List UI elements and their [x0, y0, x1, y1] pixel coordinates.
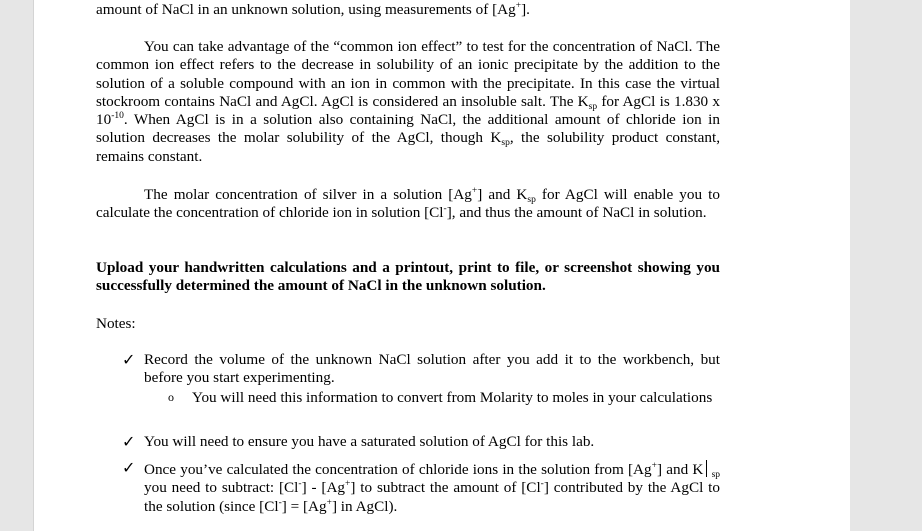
- upload-instructions: Upload your handwritten calculations and a printout, print to file, or screenshot showing you successfully determined the amount of NaCl in the unknown solution.: [96, 259, 720, 295]
- notes-heading: Notes:: [96, 315, 136, 332]
- checkmark-icon: ✓: [122, 352, 136, 369]
- paragraph-molar-concentration: The molar concentration of silver in a solution [Ag+] and $K_{sp}$ for AgCl will enable you to calculate the concentration of chloride ion in solution [Cl-], and thus the amount of NaCl in solution.: [96, 186, 720, 222]
- text-cursor: [706, 460, 707, 477]
- note-saturated-solution: You will need to ensure you have a saturated solution of AgCl for this lab.: [144, 433, 595, 450]
- note-subtract-chloride: Once you’ve calculated the concentration of chloride ions in the solution from [Ag+] and K $_{sp}$ you need to subtract: [Cl-] - [Ag+] to subtract the amount of [Cl-] contributed by the AgCl to the solution (since [Cl-] = [Ag+] in AgCl).: [144, 461, 721, 515]
- circle-bullet-icon: o: [168, 390, 174, 404]
- right-margin-area: [850, 0, 922, 531]
- paragraph-common-ion: You can take advantage of the “common ion effect” to test for the concentration of NaCl. The common ion effect refers to the decrease in solubility of an ionic precipitate by the addition to the solution of a soluble compound with an ion in common with the precipitate. In this case the virtual stockroom contains NaCl and AgCl. AgCl is considered an insoluble salt. The $K_{sp}$ for AgCl is 1.830 x $10^{-10}$. When AgCl is in a solution also containing NaCl, the additional amount of chloride ion in solution decreases the molar solubility of the AgCl, though $K_{sp}$, the solubility product constant, remains constant.: [96, 38, 720, 165]
- note-record-volume: Record the volume of the unknown NaCl solution after you add it to the workbench, but before you start experimenting.: [144, 351, 720, 387]
- checkmark-icon: ✓: [122, 434, 136, 451]
- paragraph-intro-end: amount of NaCl in an unknown solution, using measurements of [Ag+].: [96, 1, 530, 18]
- note-molarity-conversion: You will need this information to convert from Molarity to moles in your calculations: [192, 389, 713, 406]
- checkmark-icon: ✓: [122, 460, 136, 477]
